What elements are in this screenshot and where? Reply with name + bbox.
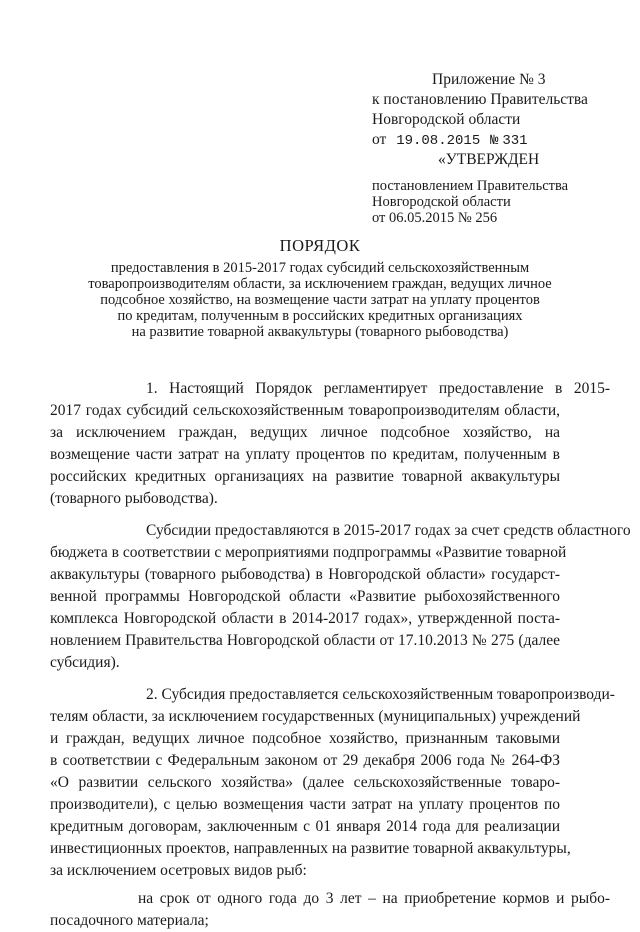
text-line: производители), с целью возмещения части затрат на уплату процентов по xyxy=(50,796,560,813)
text-line: 1. Настоящий Порядок регламентирует предоставление в 2015- xyxy=(146,380,610,397)
text-line: за исключением осетровых видов рыб: xyxy=(50,862,307,879)
text-line: бюджета в соответствии с мероприятиями подпрограммы «Развитие товарной xyxy=(50,544,567,561)
text-line: за исключением граждан, ведущих личное подсобное хозяйство, на xyxy=(50,424,560,441)
text-line: субсидия). xyxy=(50,654,120,671)
page-title: ПОРЯДОК xyxy=(279,236,361,255)
paragraph-1 xyxy=(50,378,610,510)
appendix-number-sign: № xyxy=(490,133,499,149)
text-line: телям области, за исключением государственных (муниципальных) учреждений xyxy=(50,708,581,725)
appendix-date-prefix: от xyxy=(372,131,387,148)
text-line: «О развитии сельского хозяйства» (далее сельскохозяйственные товаро- xyxy=(50,774,560,791)
text-line: в соответствии с Федеральным законом от 29 декабря 2006 года № 264-ФЗ xyxy=(50,752,560,769)
document-body xyxy=(50,378,631,932)
appendix-decree-number: 331 xyxy=(502,133,528,149)
appendix-header xyxy=(372,70,588,151)
text-line: (товарного рыбоводства). xyxy=(50,490,218,507)
document-title xyxy=(0,236,640,340)
approved-stamp xyxy=(372,150,568,226)
text-line: 2017 годах субсидий сельскохозяйственным товаропроизводителям области, xyxy=(50,402,560,419)
approved-label: «УТВЕРЖДЕН xyxy=(438,151,540,168)
title-line: подсобное хозяйство, на возмещение части затрат на уплату процентов xyxy=(100,292,540,308)
approved-region: Новгородской области xyxy=(372,194,511,210)
approved-date: от 06.05.2015 № 256 xyxy=(372,210,498,226)
paragraph-4 xyxy=(50,888,610,932)
appendix-number: Приложение № 3 xyxy=(432,71,546,88)
title-line: по кредитам, полученным в российских кредитных организациях xyxy=(117,308,523,324)
appendix-reference: к постановлению Правительства xyxy=(372,91,588,108)
text-line: возмещение части затрат на уплату процентов по кредитам, полученным в xyxy=(50,446,560,463)
text-line: 2. Субсидия предоставляется сельскохозяйственным товаропроизводи- xyxy=(146,686,615,703)
text-line: инвестиционных проектов, направленных на развитие товарной аквакультуры, xyxy=(50,840,571,857)
paragraph-2 xyxy=(50,520,631,674)
paragraph-3 xyxy=(50,684,615,882)
text-line: комплекса Новгородской области в 2014-2017 годах», утвержденной поста- xyxy=(50,610,560,627)
appendix-date-line xyxy=(372,130,588,151)
text-line: российских кредитных организациях на развитие товарной аквакультуры xyxy=(50,468,560,485)
text-line: на срок от одного года до 3 лет – на приобретение кормов и рыбо- xyxy=(138,890,610,907)
text-line: кредитным договорам, заключенным с 01 января 2014 года для реализации xyxy=(50,818,560,835)
approved-by: постановлением Правительства xyxy=(372,178,569,194)
title-line: предоставления в 2015-2017 годах субсидий сельскохозяйственным xyxy=(110,260,530,276)
title-line: товаропроизводителям области, за исключением граждан, ведущих личное xyxy=(88,276,552,292)
text-line: венной программы Новгородской области «Развитие рыбохозяйственного xyxy=(50,588,560,605)
text-line: аквакультуры (товарного рыбоводства) в Новгородской области» государст- xyxy=(50,566,560,583)
text-line: посадочного материала; xyxy=(50,912,209,929)
appendix-date: 19.08.2015 xyxy=(396,133,481,149)
title-line: на развитие товарной аквакультуры (товарного рыбоводства) xyxy=(131,324,509,340)
text-line: Субсидии предоставляются в 2015-2017 годах за счет средств областного xyxy=(146,522,631,539)
text-line: новлением Правительства Новгородской области от 17.10.2013 № 275 (далее xyxy=(50,632,560,649)
appendix-region: Новгородской области xyxy=(372,111,521,128)
text-line: и граждан, ведущих личное подсобное хозяйство, признанным таковыми xyxy=(50,730,560,747)
